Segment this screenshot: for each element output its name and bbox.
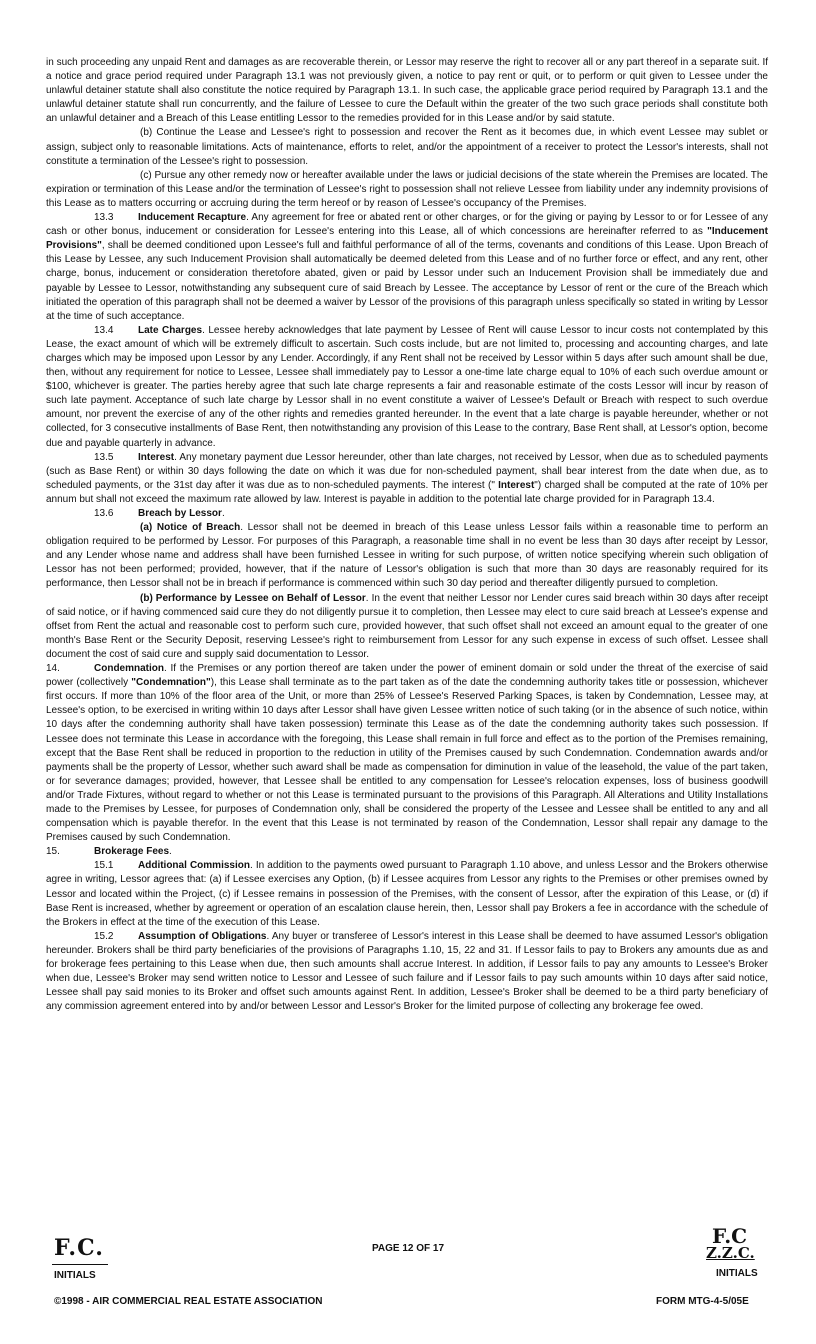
section-heading: Additional Commission xyxy=(138,860,250,872)
initials-label-right: INITIALS xyxy=(716,1268,758,1279)
copyright-notice: ©1998 - AIR COMMERCIAL REAL ESTATE ASSOCIATION xyxy=(54,1296,323,1307)
section-15-1 xyxy=(46,859,768,929)
section-heading: Assumption of Obligations xyxy=(138,930,267,942)
subsection-heading: (a) Notice of Breach xyxy=(140,522,241,534)
section-number: 13.5 xyxy=(94,451,114,463)
section-13-6: 13.6 Breach by Lessor. xyxy=(46,507,768,521)
section-13-4 xyxy=(46,324,768,451)
section-13-3 xyxy=(46,211,768,324)
lease-body xyxy=(46,56,768,1014)
section-number: 15.1 xyxy=(94,860,114,872)
section-13-5 xyxy=(46,451,768,507)
section-number: 14. xyxy=(46,663,60,675)
page-number: PAGE 12 OF 17 xyxy=(371,1243,445,1254)
section-text: . Lessee hereby acknowledges that late payment by Lessee of Rent will cause Lessor to incur costs not contemplated by this Lease, the exact amount of which will be extremely difficult to ascertain. Such costs include, but are not limited to, processing and accounting charges, and late charges which may be imposed upon Lessor by any Lender. Accordingly, if any Rent shall not be received by Lessor within 5 days after such amount shall be due, then, without any requirement for notice to Lessee, Lessee shall immediately pay to Lessor a one-time late charge equal to 10% of each such overdue amount or $100, whichever is greater. The parties hereby agree that such late charge represents a fair and reasonable estimate of the costs Lessor will incur by reason of such late payment. Acceptance of such late charge by Lessor shall in no event constitute a waiver of Lessee's Default or Breach with respect to such overdue amount, nor prevent the exercise of any of the other rights and remedies granted hereunder. In the event that a late charge is payable hereunder, whether or not collected, for 3 consecutive installments of Base Rent, then notwithstanding any provision of this Lease to the contrary, Base Rent shall, at Lessor's option, become due and payable quarterly in advance. xyxy=(46,324,768,449)
section-heading: Interest xyxy=(138,451,175,463)
section-heading: Breach by Lessor xyxy=(138,508,222,519)
section-number: 15.2 xyxy=(94,930,114,942)
subsection-heading: (b) Performance by Lessee on Behalf of Lessor xyxy=(140,592,366,604)
section-14 xyxy=(46,662,768,845)
form-identifier: FORM MTG-4-5/05E xyxy=(656,1296,749,1307)
section-number: 13.6 xyxy=(94,508,114,519)
section-text: . Any buyer or transferee of Lessor's interest in this Lease shall be deemed to have assumed Lessor's obligation hereunder. Brokers shall be third party beneficiaries of the provisions of Paragraphs 1.10, 15, 22 and 31. If Lessor fails to pay to Brokers any amounts due as and for brokerage fees pertaining to this Lease when due, then such amounts shall accrue Interest. In addition, if Lessor fails to pay any amounts to Lessee's Broker when due, Lessee's Broker may send written notice to Lessor and Lessee of such failure and if Lessor fails to pay such amounts within 10 days after said notice, Lessee shall pay said monies to its Broker and offset such amounts against Rent. In addition, Lessee's Broker shall be deemed to be a third party beneficiary of any commission agreement entered into by and/or between Lessor and Lessor's Broker for the limited purpose of collecting any brokerage fee owed. xyxy=(46,930,768,1013)
section-15: 15. Brokerage Fees. xyxy=(46,845,768,859)
initials-label-left: INITIALS xyxy=(54,1270,96,1281)
section-text: ") charged shall be computed at the rate of 10% per annum but shall not exceed the maximum rate allowed by law. Interest is payable in addition to the potential late charge provided for in Paragraph 13.4. xyxy=(46,479,768,505)
section-15-2 xyxy=(46,930,768,1015)
handwritten-initials-right-second: Z.Z.C. xyxy=(706,1244,755,1262)
section-text: . In addition to the payments owed pursuant to Paragraph 1.10 above, and unless Lessor and the Brokers otherwise agree in writing, Lessor agrees that: (a) if Lessee exercises any Option, (b) if Lessee acquires from Lessor any rights to the Premises or other premises owned by Lessor and located within the Project, (c) if Lessee remains in possession of the Premises, with the consent of Lessor, after the expiration of this Lease, or (d) if Base Rent is increased, whether by agreement or operation of an escalation clause herein, then, Lessor shall pay Brokers a fee in accordance with the schedule of the Brokers in effect at the time of the execution of this Lease. xyxy=(46,860,769,928)
section-heading: Brokerage Fees xyxy=(94,846,170,858)
section-13-6-a xyxy=(46,521,768,591)
handwritten-initials-right: F.C xyxy=(712,1224,748,1248)
section-text: ), this Lease shall terminate as to the part taken as of the date the condemning authority takes title or possession, whichever first occurs. If more than 10% of the floor area of the Unit, or more than 25% of Lessee's Reserved Parking Spaces, is taken by Condemnation, Lessee may, at Lessee's option, to be exercised in writing within 10 days after Lessor shall have given Lessee written notice of such taking (or in the absence of such notice, within 10 days after the condemning authority shall have taken possession) terminate this Lease as of the date the condemning authority takes such possession. If Lessee does not terminate this Lease in accordance with the foregoing, this Lease shall remain in full force and effect as to the portion of the Premises remaining, except that the Base Rent shall be reduced in proportion to the reduction in utility of the Premises caused by such Condemnation. Condemnation awards and/or payments shall be the property of Lessor, whether such award shall be made as compensation for diminution in value of the leasehold, the value of the part taken, or for severance damages; provided, however, that Lessee shall be entitled to any compensation for Lessee's relocation expenses, loss of business goodwill and/or Trade Fixtures, without regard to whether or not this Lease is terminated pursuant to the provisions of this Paragraph. All Alterations and Utility Installations made to the Premises by Lessee, for purposes of Condemnation only, shall be considered the property of the Lessee and Lessee shall be entitled to any and all compensation which is payable therefor. In the event that this Lease is not terminated by reason of the Condemnation, Lessor shall repair any damage to the Premises caused by such Condemnation. xyxy=(46,677,768,844)
defined-term: Interest xyxy=(498,479,535,491)
paragraph-13-2-continued: in such proceeding any unpaid Rent and damages as are recoverable therein, or Lessor may reserve the right to recover all or any part thereof in a separate suit. If a notice and grace period required under Paragraph 13.1 was not previously given, a notice to pay rent or quit, or to perform or quit given to Lessee under the unlawful detainer statute shall also constitute the notice required by Paragraph 13.1. In such case, the applicable grace period required by Paragraph 13.1 and the unlawful detainer statute shall run concurrently, and the failure of Lessee to cure the Default within the greater of the two such grace periods shall constitute both an unlawful detainer and a Breach of this Lease entitling Lessor to the remedies provided for in this Lease and/or by said statute. xyxy=(46,57,768,125)
section-text: , shall be deemed conditioned upon Lessee's full and faithful performance of all of the terms, covenants and conditions of this Lease. Upon Breach of this Lease by Lessee, any such Inducement Provision shall automatically be deemed deleted from this Lease and of no further force or effect, and any rent, other charge, bonus, inducement or consideration theretofore abated, given or paid by Lessor under such an Inducement Provision shall be immediately due and payable by Lessee to Lessor, notwithstanding any subsequent cure of said Breach by Lessee. The acceptance by Lessor of rent or the cure of the Breach which initiated the operation of this paragraph shall not be deemed a waiver by Lessor of the provisions of this paragraph unless specifically so stated in writing by Lessor at the time of such acceptance. xyxy=(46,240,768,322)
section-13-6-b xyxy=(46,592,768,662)
section-number: 13.3 xyxy=(94,212,114,224)
section-heading: Inducement Recapture xyxy=(138,212,247,224)
section-text: . Any monetary payment due Lessor hereunder, other than late charges, not received by Lessor, when due as to scheduled payments (such as Base Rent) or within 30 days following the date on which it was due for non-scheduled payment, shall bear interest from the date when due, as to scheduled payments, or the 31st day after it was due as to non-scheduled payments. The interest (" xyxy=(46,451,768,491)
section-heading: Condemnation xyxy=(94,663,164,675)
handwritten-initials-left: F.C. xyxy=(54,1235,104,1261)
defined-term: "Inducement Provisions" xyxy=(46,226,768,252)
paragraph-13-2-b: (b) Continue the Lease and Lessee's right to possession and recover the Rent as it becomes due, in which event Lessee may sublet or assign, subject only to reasonable limitations. Acts of maintenance, efforts to relet, and/or the appointment of a receiver to protect the Lessor's interests, shall not constitute a termination of the Lessee's right to possession. xyxy=(46,127,768,167)
initials-line-left xyxy=(52,1264,108,1265)
defined-term: "Condemnation" xyxy=(131,677,211,689)
section-heading: Late Charges xyxy=(138,324,203,336)
section-text: . Any agreement for free or abated rent or other charges, or for the giving or paying by Lessor to or for Lessee of any cash or other bonus, inducement or consideration for Lessee's entering into this Lease, all of which concessions are hereinafter referred to as xyxy=(46,212,768,238)
section-text: . If the Premises or any portion thereof are taken under the power of eminent domain or sold under the threat of the exercise of said power (collectively xyxy=(46,663,768,689)
section-number: 15. xyxy=(46,846,60,858)
subsection-text: . In the event that neither Lessor nor Lender cures said breach within 30 days after receipt of said notice, or if having commenced said cure they do not diligently pursue it to completion, then Lessee may elect to cure said breach at Lessee's expense and offset from Rent the actual and reasonable cost to perform such cure, provided however, that such offset shall not exceed an amount equal to the greater of one month's Base Rent or the Security Deposit, reserving Lessee's right to reimbursement from Lessor for any such expense in excess of such offset. Lessee shall document the cost of said cure and supply said documentation to Lessor. xyxy=(46,592,769,660)
subsection-text: . Lessor shall not be deemed in breach of this Lease unless Lessor fails within a reasonable time to perform an obligation required to be performed by Lessor. For purposes of this Paragraph, a reasonable time shall in no event be less than 30 days after receipt by Lessor, and any Lender whose name and address shall have been furnished Lessee in writing for such purpose, of written notice specifying wherein such obligation of Lessor has not been performed; provided, however, that if the nature of Lessor's obligation is such that more than 30 days are reasonably required for its performance, then Lessor shall not be in breach if performance is commenced within such 30 day period and thereafter diligently pursued to completion. xyxy=(46,522,769,590)
section-number: 13.4 xyxy=(94,324,114,336)
paragraph-13-2-c: (c) Pursue any other remedy now or hereafter available under the laws or judicial decisions of the state wherein the Premises are located. The expiration or termination of this Lease and/or the termination of Lessee's right to possession shall not relieve Lessee from liability under any indemnity provisions of this Lease as to matters occurring or accruing during the term hereof or by reason of Lessee's occupancy of the Premises. xyxy=(46,169,768,209)
